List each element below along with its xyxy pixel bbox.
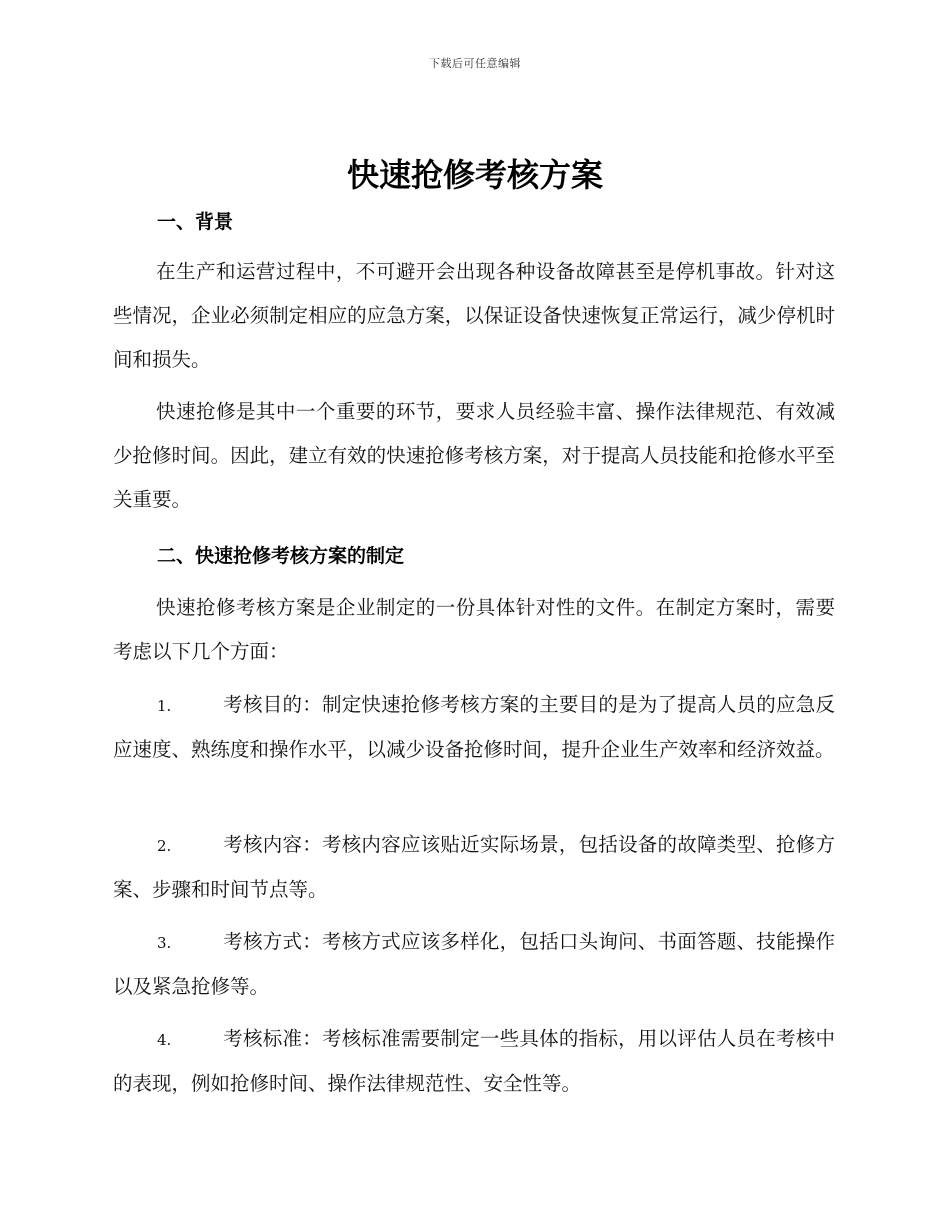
list-item-number: 2. (157, 837, 172, 855)
list-item (113, 683, 835, 772)
section-heading-formulation: 二、快速抢修考核方案的制定 (157, 545, 405, 567)
list-item-text: 考核方式：考核方式应该多样化，包括口头询问、书面答题、技能操作以及紧急抢修等。 (113, 930, 835, 998)
paragraph-background-1: 在生产和运营过程中，不可避开会出现各种设备故障甚至是停机事故。针对这些情况，企业必须制定相应的应急方案，以保证设备快速恢复正常运行，减少停机时间和损失。 (113, 260, 835, 371)
list-item (113, 920, 835, 1009)
list-item-number: 3. (157, 934, 172, 952)
list-item-text: 考核内容：考核内容应该贴近实际场景，包括设备的故障类型、抢修方案、步骤和时间节点等。 (113, 833, 835, 901)
document-title: 快速抢修考核方案 (346, 156, 603, 194)
list-item-text: 考核目的：制定快速抢修考核方案的主要目的是为了提高人员的应急反应速度、熟练度和操作水平，以减少设备抢修时间，提升企业生产效率和经济效益。 (113, 693, 835, 761)
header-note: 下载后可任意编辑 (429, 57, 521, 70)
list-item (113, 823, 835, 912)
paragraph-formulation-intro: 快速抢修考核方案是企业制定的一份具体针对性的文件。在制定方案时，需要考虑以下几个方面： (113, 596, 835, 663)
paragraph-background-2: 快速抢修是其中一个重要的环节，要求人员经验丰富、操作法律规范、有效减少抢修时间。因此，建立有效的快速抢修考核方案，对于提高人员技能和抢修水平至关重要。 (113, 400, 835, 511)
list-item (113, 1017, 835, 1106)
list-item-text: 考核标准：考核标准需要制定一些具体的指标，用以评估人员在考核中的表现，例如抢修时间、操作法律规范性、安全性等。 (113, 1027, 835, 1095)
section-heading-background: 一、背景 (157, 211, 234, 233)
list-item-number: 1. (157, 697, 172, 715)
list-item-number: 4. (157, 1031, 172, 1049)
